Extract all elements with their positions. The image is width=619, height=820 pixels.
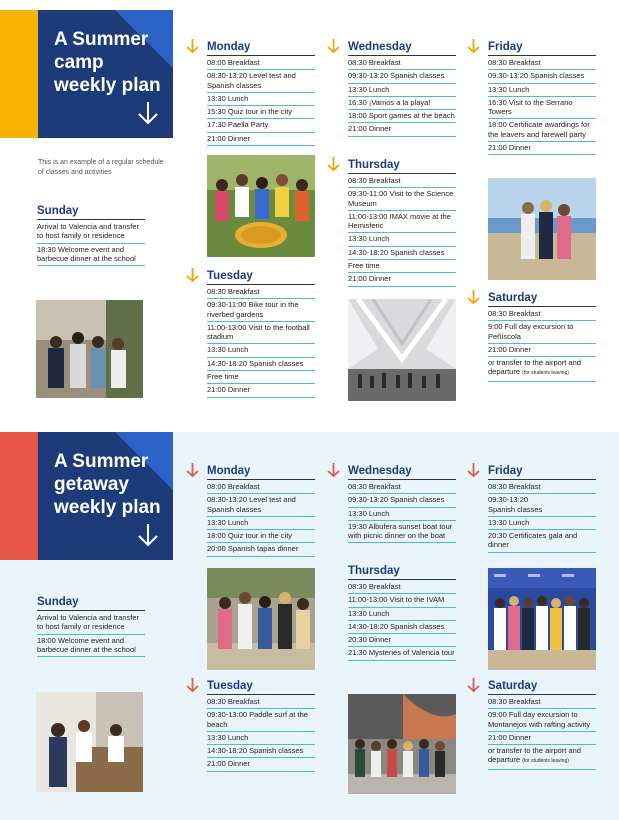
list-item: 08:30 Breakfast — [488, 308, 596, 321]
list-item: 14:30-18:20 Spanish classes — [348, 621, 456, 634]
list-item: 21:30 Mysteries of Valencia tour — [348, 647, 456, 660]
list-item: 08:30 Breakfast — [488, 481, 596, 494]
camp-tuesday — [207, 267, 315, 398]
list-item: 08:30 Breakfast — [348, 57, 456, 70]
camp-monday — [207, 38, 315, 146]
list-item: 21:00 Dinner — [348, 123, 456, 136]
getaway-monday — [207, 462, 315, 557]
list-item: 08:30 Breakfast — [348, 581, 456, 594]
arrow-down-icon — [136, 100, 160, 126]
list-item: 14:30-18:20 Spanish classes — [207, 745, 315, 758]
list-item: 08:30 Breakfast — [348, 481, 456, 494]
camp-title-box — [38, 10, 173, 138]
arrow-down-icon — [466, 462, 481, 478]
day-name: Sunday — [37, 205, 79, 217]
list-item: 20:30 Dinner — [348, 634, 456, 647]
getaway-tuesday — [207, 677, 315, 772]
list-item: Arrival to Valencia and transfer to host family or residence — [37, 612, 145, 635]
list-item: 18:00 Sport games at the beach — [348, 110, 456, 123]
getaway-friday — [488, 462, 596, 553]
list-item: 13:30 Lunch — [207, 517, 315, 530]
arrow-down-icon — [326, 462, 341, 478]
getaway-title: A Summer getaway weekly plan — [54, 451, 161, 518]
list-item: 16:30 Visit to the Serrano Towers — [488, 97, 596, 120]
list-item: 18:00 Quiz tour in the city — [207, 530, 315, 543]
camp-thursday — [348, 156, 456, 287]
camp-saturday — [488, 289, 596, 382]
list-item: 13:30 Lunch — [207, 344, 315, 357]
list-item: 13:30 Lunch — [348, 233, 456, 246]
arrow-down-icon — [185, 677, 200, 693]
camp-sunday — [37, 205, 145, 266]
list-item: 08:30-13:20 Level test and Spanish classes — [207, 70, 315, 93]
list-item: 11:00-13:00 Visit to the IVAM — [348, 594, 456, 607]
day-name: Wednesday — [348, 465, 412, 477]
list-item: 09:30-13:20 Spanish classes — [348, 70, 456, 83]
list-item: 09:00 Full day excursion to Montanejos with rafting activity — [488, 709, 596, 732]
arrow-down-icon — [466, 38, 481, 54]
list-item: 13:30 Lunch — [348, 84, 456, 97]
camp-color-stripe — [0, 10, 38, 138]
list-item: 21:00 Dinner — [488, 732, 596, 745]
getaway-monday-photo — [207, 568, 315, 670]
list-item: 08:00 Breakfast — [207, 57, 315, 70]
day-name: Friday — [488, 41, 523, 53]
camp-sunday-photo — [36, 300, 143, 398]
list-item: 14:30-18:20 Spanish classes — [207, 358, 315, 371]
day-name: Monday — [207, 465, 251, 477]
list-item: Free time — [348, 260, 456, 273]
list-item: 17:30 Paella Party — [207, 119, 315, 132]
arrow-down-icon — [185, 462, 200, 478]
list-item: 13:30 Lunch — [488, 517, 596, 530]
arrow-down-icon — [466, 289, 481, 305]
list-item: 11:00-13:00 Visit to the football stadium — [207, 322, 315, 345]
list-item: 14:30-18:20 Spanish classes — [348, 247, 456, 260]
list-item: 20:00 Spanish tapas dinner — [207, 543, 315, 556]
getaway-thursday-photo — [348, 694, 456, 794]
list-item: 09:30-13:20 Spanish classes — [488, 494, 596, 517]
list-item: or transfer to the airport and departure (for students leaving) — [488, 745, 596, 770]
list-item: 21:00 Dinner — [488, 142, 596, 155]
list-item: or transfer to the airport and departure (for students leaving) — [488, 357, 596, 382]
day-name: Monday — [207, 41, 251, 53]
day-name: Thursday — [348, 159, 400, 171]
getaway-sunday — [37, 596, 145, 657]
list-item: 13:30 Lunch — [207, 93, 315, 106]
list-item: 13:30 Lunch — [348, 608, 456, 621]
list-item: 13:30 Lunch — [488, 84, 596, 97]
list-item: 09:30-13:20 Spanish classes — [488, 70, 596, 83]
arrow-down-icon — [326, 38, 341, 54]
arrow-down-icon — [185, 38, 200, 54]
list-item: 08:30 Breakfast — [488, 57, 596, 70]
list-item: 21:00 Dinner — [348, 273, 456, 286]
day-name: Sunday — [37, 596, 79, 608]
arrow-down-icon — [466, 677, 481, 693]
list-item: 21:00 Dinner — [207, 384, 315, 397]
camp-intro: This is an example of a regular schedule of classes and activities — [38, 159, 164, 176]
camp-monday-photo — [207, 155, 315, 257]
arrow-down-icon — [136, 522, 160, 548]
summer-getaway-section — [0, 432, 619, 820]
day-name: Tuesday — [207, 270, 253, 282]
list-item: 18:30 Welcome event and barbecue dinner at the school — [37, 244, 145, 267]
day-name: Tuesday — [207, 680, 253, 692]
getaway-thursday — [348, 565, 456, 661]
camp-title: A Summer camp weekly plan — [54, 29, 161, 96]
list-item: 08:30 Breakfast — [488, 696, 596, 709]
list-item: 9:00 Full day excursion to Peñíscola — [488, 321, 596, 344]
arrow-down-icon — [326, 156, 341, 172]
list-item: 13:30 Lunch — [207, 732, 315, 745]
list-item: 08:00 Breakfast — [207, 481, 315, 494]
list-item: 15:30 Quiz tour in the city — [207, 106, 315, 119]
list-item: 09:30-11:00 Bike tour in the riverbed gardens — [207, 299, 315, 322]
list-item: 08:30-13:20 Level test and Spanish classes — [207, 494, 315, 517]
day-name: Saturday — [488, 292, 538, 304]
camp-thursday-photo — [348, 299, 456, 401]
list-item: 11:00-13:00 IMAX movie at the Hemisferic — [348, 211, 456, 234]
list-item: 19:30 Albufera sunset boat tour with picnic dinner on the boat — [348, 521, 456, 544]
list-item: 18:00 Certificate awardings for the leavers and farewell party — [488, 119, 596, 142]
camp-wednesday — [348, 38, 456, 137]
list-item: 21:00 Dinner — [488, 344, 596, 357]
camp-friday-photo — [488, 178, 596, 280]
getaway-wednesday — [348, 462, 456, 543]
list-item: 16:30 ¡Vamos a la playa! — [348, 97, 456, 110]
getaway-sunday-photo — [36, 692, 143, 792]
getaway-friday-photo — [488, 568, 596, 670]
arrow-down-icon — [185, 267, 200, 283]
list-item: 08:30 Breakfast — [207, 286, 315, 299]
list-item: 20:30 Certificates gala and dinner — [488, 530, 596, 553]
day-name: Thursday — [348, 565, 400, 577]
list-item: 09:30-13:00 Paddle surf at the beach — [207, 709, 315, 732]
day-name: Friday — [488, 465, 523, 477]
day-name: Wednesday — [348, 41, 412, 53]
list-item: 18:00 Welcome event and barbecue dinner at the school — [37, 635, 145, 658]
getaway-saturday — [488, 677, 596, 770]
day-name: Saturday — [488, 680, 538, 692]
list-item: 21:00 Dinner — [207, 133, 315, 146]
list-item: Free time — [207, 371, 315, 384]
getaway-color-stripe — [0, 432, 38, 560]
getaway-title-box — [38, 432, 173, 560]
list-item: 21:00 Dinner — [207, 758, 315, 771]
list-item: 13:30 Lunch — [348, 508, 456, 521]
list-item: 08:30 Breakfast — [207, 696, 315, 709]
list-item: Arrival to Valencia and transfer to host family or residence — [37, 221, 145, 244]
camp-friday — [488, 38, 596, 155]
list-item: 08:30 Breakfast — [348, 175, 456, 188]
list-item: 09:30-11:00 Visit to the Science Museum — [348, 188, 456, 211]
list-item: 09:30-13:20 Spanish classes — [348, 494, 456, 507]
